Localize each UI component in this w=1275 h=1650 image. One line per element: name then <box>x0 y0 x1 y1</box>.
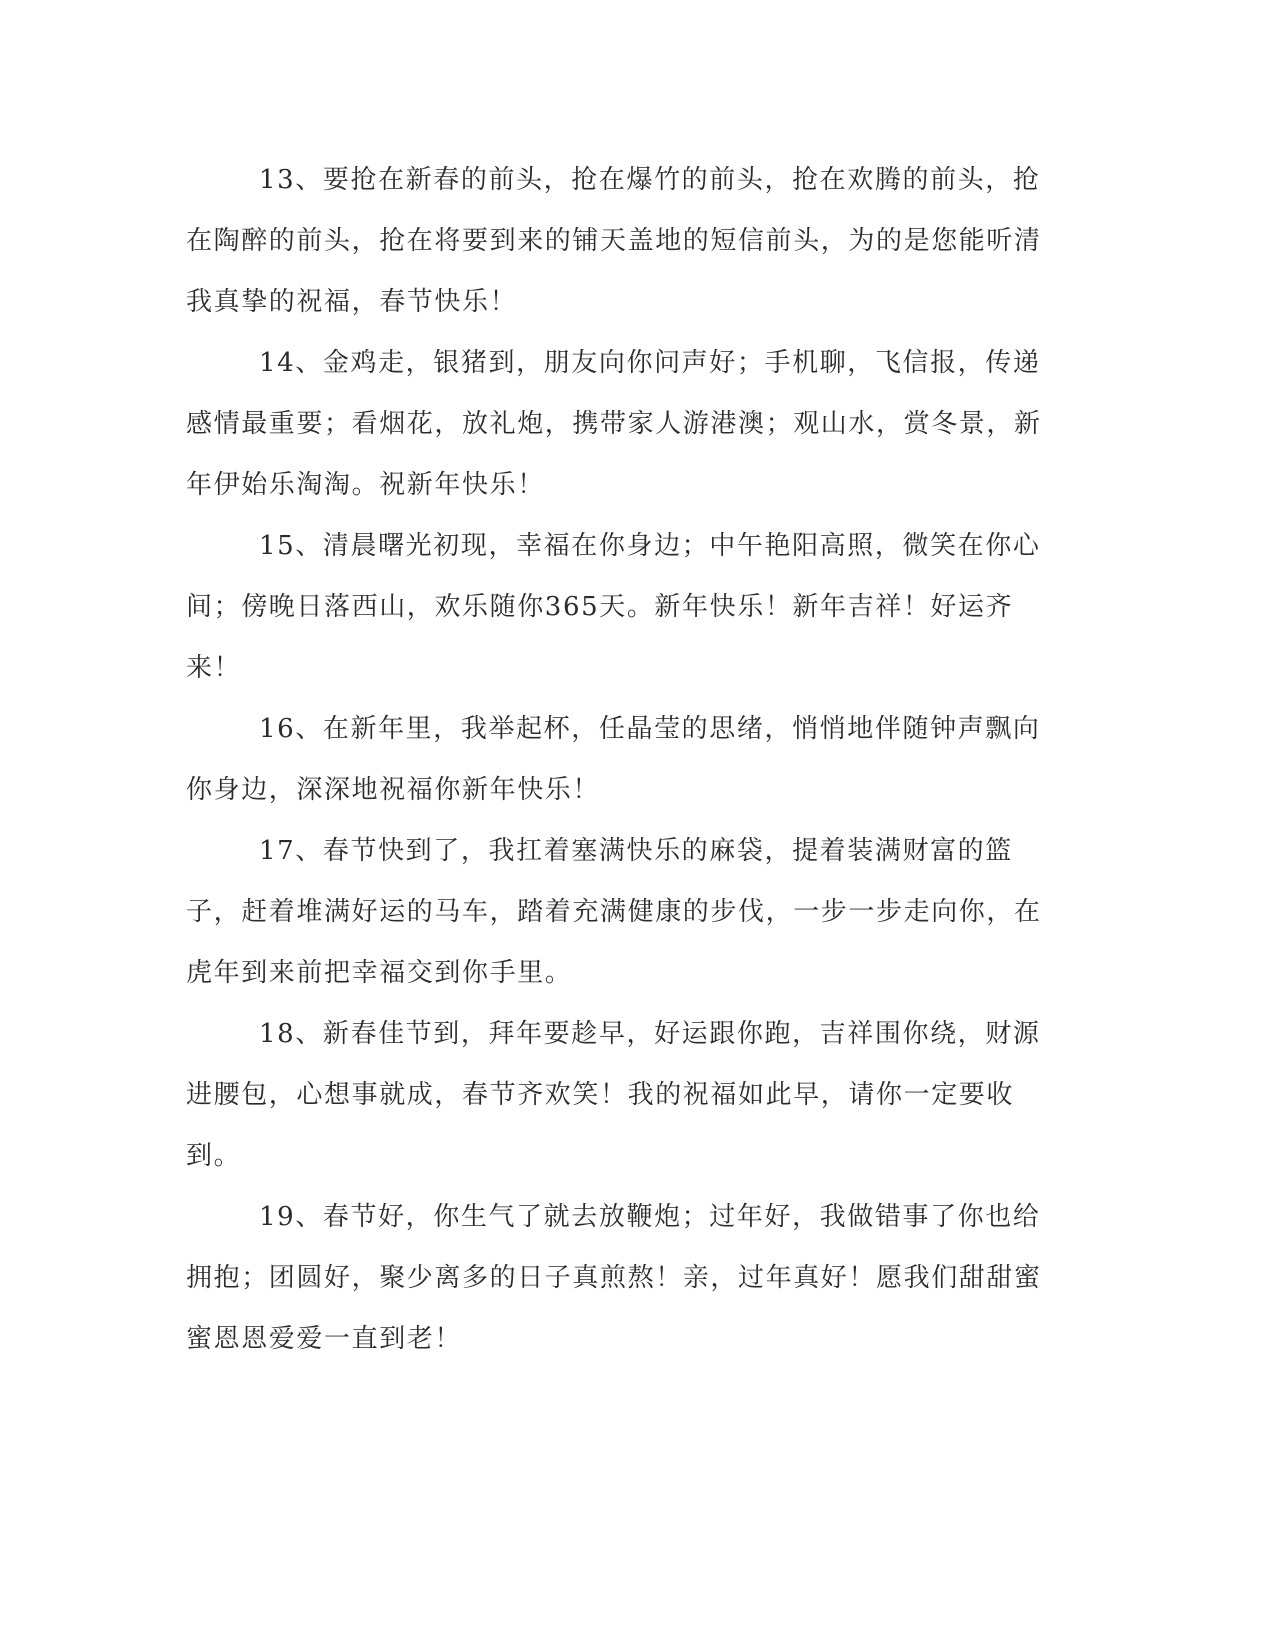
paragraph-14: 14、金鸡走，银猪到，朋友向你问声好；手机聊，飞信报，传递感情最重要；看烟花，放礼炮，携带家人游港澳；观山水，赏冬景，新年伊始乐淘淘。祝新年快乐！ <box>186 348 1042 500</box>
document-body <box>186 150 1056 1370</box>
paragraph-13: 13、要抢在新春的前头，抢在爆竹的前头，抢在欢腾的前头，抢在陶醉的前头，抢在将要到来的铺天盖地的短信前头，为的是您能听清我真挚的祝福，春节快乐！ <box>186 165 1042 317</box>
paragraph-16: 16、在新年里，我举起杯，任晶莹的思绪，悄悄地伴随钟声飘向你身边，深深地祝福你新年快乐！ <box>186 714 1041 805</box>
paragraph-18: 18、新春佳节到，拜年要趁早，好运跟你跑，吉祥围你绕，财源进腰包，心想事就成，春节齐欢笑！我的祝福如此早，请你一定要收到。 <box>186 1019 1041 1171</box>
paragraph-15: 15、清晨曙光初现，幸福在你身边；中午艳阳高照，微笑在你心间；傍晚日落西山，欢乐随你365天。新年快乐！新年吉祥！好运齐来！ <box>186 531 1041 683</box>
paragraph-19: 19、春节好，你生气了就去放鞭炮；过年好，我做错事了你也给拥抱；团圆好，聚少离多的日子真煎熬！亲，过年真好！愿我们甜甜蜜蜜恩恩爱爱一直到老！ <box>186 1202 1042 1354</box>
paragraph-17: 17、春节快到了，我扛着塞满快乐的麻袋，提着装满财富的篮子，赶着堆满好运的马车，踏着充满健康的步伐，一步一步走向你，在虎年到来前把幸福交到你手里。 <box>186 836 1042 988</box>
